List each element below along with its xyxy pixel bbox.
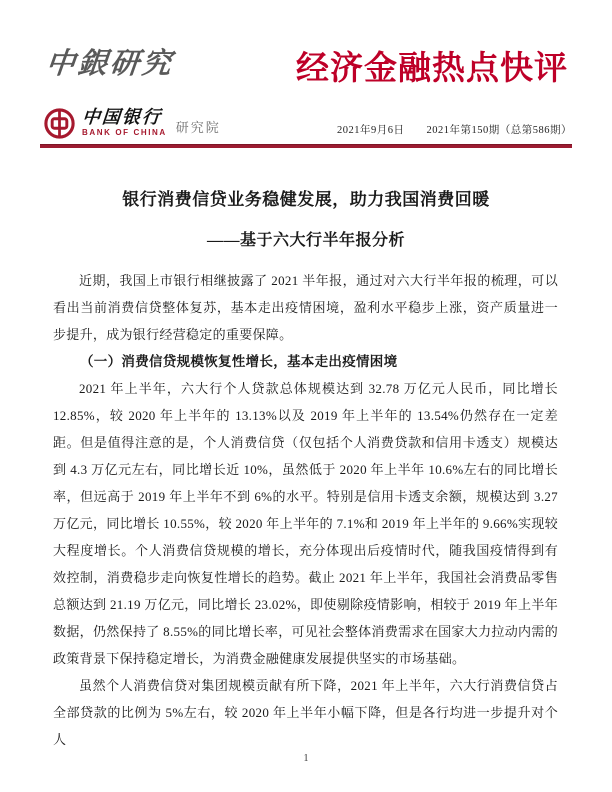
page-number: 1 bbox=[303, 753, 309, 764]
masthead-divider-rule bbox=[40, 144, 572, 148]
section-1-heading: （一）消费信贷规模恢复性增长，基本走出疫情困境 bbox=[80, 353, 398, 369]
institute-label: 研究院 bbox=[175, 119, 221, 135]
bank-of-china-logo-icon bbox=[44, 108, 75, 139]
bank-name-chinese: 中国银行 bbox=[81, 107, 163, 129]
section-1-paragraph: 虽然个人消费信贷对集团规模贡献有所下降，2021 年上半年，六大行消费信贷占全部贷款的比例为 5%左右，较 2020 年上半年小幅下降，但是各行均进一步提升对个人 bbox=[53, 677, 558, 747]
section-1-paragraph: 2021 年上半年，六大行个人贷款总体规模达到 32.78 万亿元人民币，同比增长 12.85%，较 2020 年上半年的 13.13%以及 2019 年上半年的 13.54%仍然存在一定差距。但是值得注意的是，个人消费信贷（仅包括个人消费贷款和信用卡透支）规模达到 4.3 万亿元左右，同比增长近 10%，虽然低于 2020 年上半年 10.6%左右的同比增长率，但远高于 2019 年上半年不到 6%的水平。特别是信用卡透支余额，规模达到 3.27 万亿元，同比增长 10.55%，较 2020 年上半年的 7.1%和 2019 年上半年的 9.66%实现较大程度增长。个人消费信贷规模的增长，充分体现出后疫情时代，随我国疫情得到有效控制，消费稳步走向恢复性增长的趋势。截止 2021 年上半年，我国社会消费品零售总额达到 21.19 万亿元，同比增长 23.02%，即使剔除疫情影响，相较于 2019 年上半年数据，仍然保持了 8.55%的同比增长率，可见社会整体消费需求在国家大力拉动内需的政策背景下保持稳定增长，为消费金融健康发展提供坚实的市场基础。 bbox=[53, 380, 558, 666]
article-body bbox=[53, 267, 558, 753]
bank-identity bbox=[44, 108, 221, 139]
issue-number: 2021年第150期（总第586期） bbox=[426, 124, 572, 136]
brand-calligraphy-logo: 中銀研究 bbox=[44, 46, 176, 80]
masthead bbox=[0, 0, 612, 88]
masthead-row2 bbox=[0, 88, 612, 144]
issue-line bbox=[337, 122, 572, 139]
bank-name-english: BANK OF CHINA bbox=[82, 128, 167, 138]
publication-date: 2021年9月6日 bbox=[337, 124, 405, 136]
bank-names bbox=[82, 109, 167, 137]
intro-paragraph: 近期，我国上市银行相继披露了 2021 半年报，通过对六大行半年报的梳理，可以看出当前消费信贷整体复苏，基本走出疫情困境，盈利水平稳步上涨，资产质量进一步提升，成为银行经营稳定的重要保障。 bbox=[53, 272, 558, 342]
bulletin-title: 经济金融热点快评 bbox=[296, 49, 568, 86]
article-subtitle: ——基于六大行半年报分析 bbox=[206, 231, 405, 249]
article-title: 银行消费信贷业务稳健发展，助力我国消费回暖 bbox=[122, 189, 490, 209]
